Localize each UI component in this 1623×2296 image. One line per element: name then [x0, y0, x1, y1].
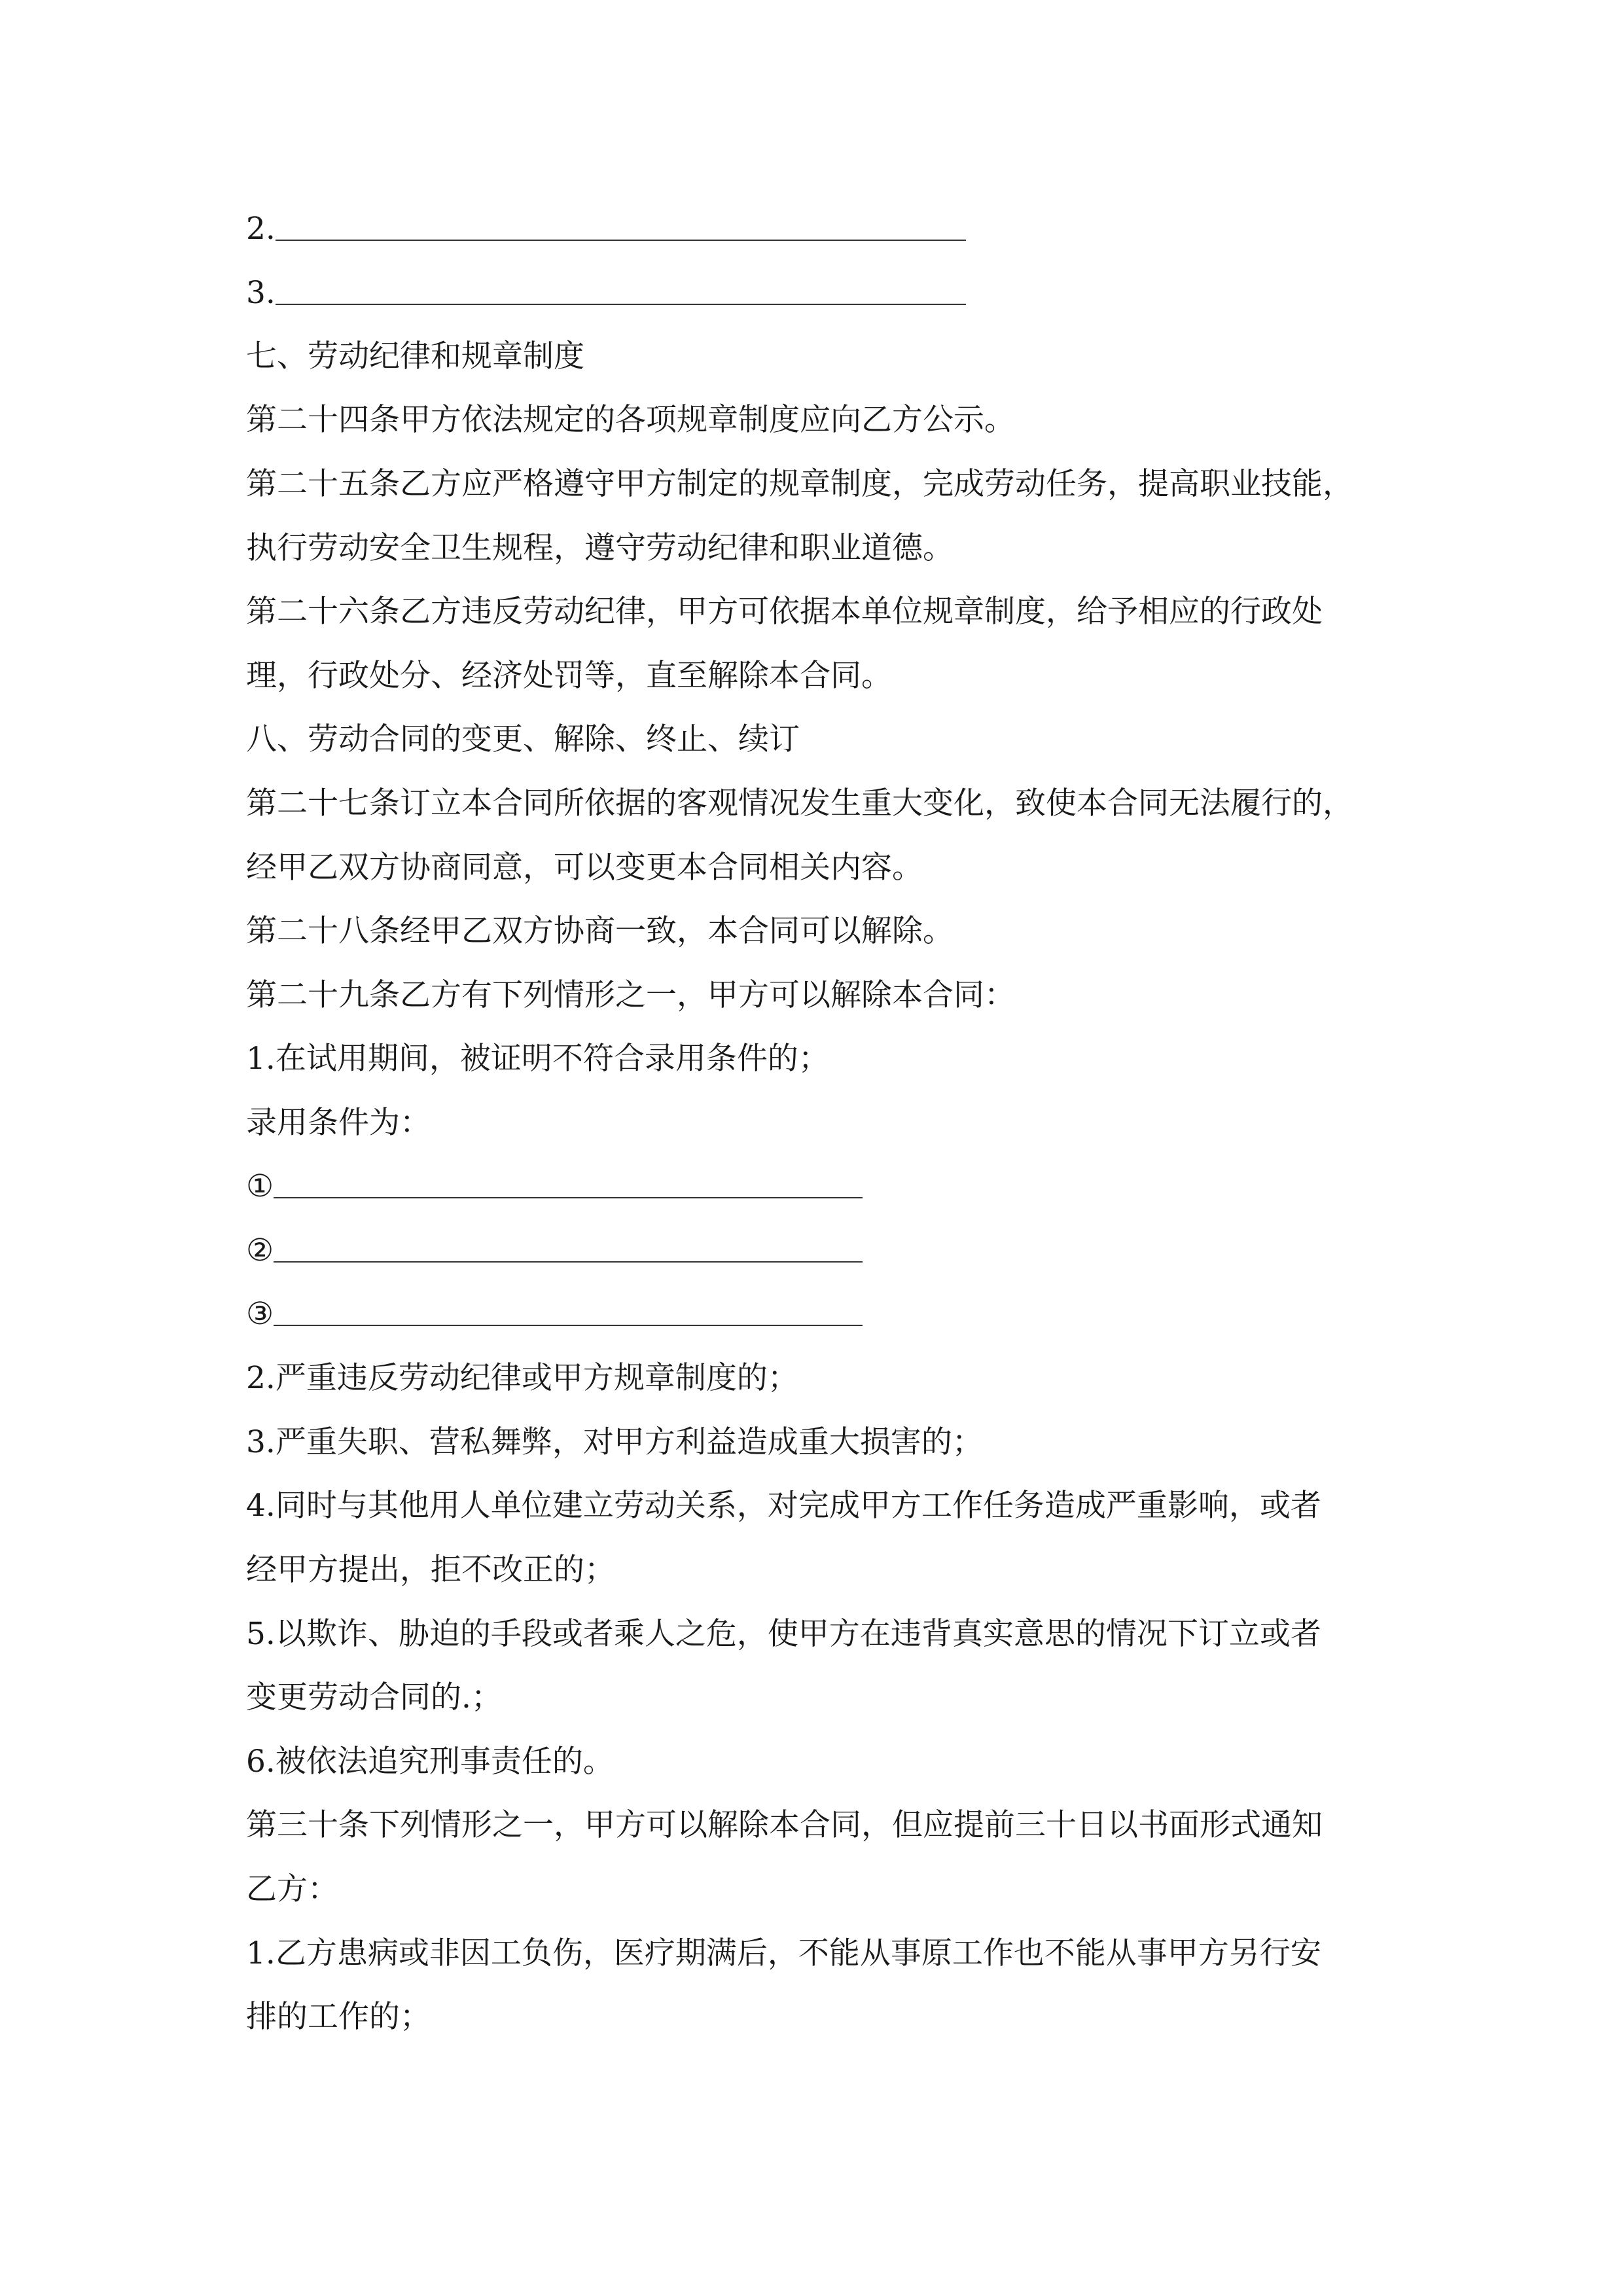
- text-line-art29-5-a: 5.以欺诈、胁迫的手段或者乘人之危，使甲方在违背真实意思的情况下订立或者: [246, 1616, 1321, 1652]
- text-line-section-7-heading: 七、劳动纪律和规章制度: [246, 338, 584, 374]
- text-line-art28: 第二十八条经甲乙双方协商一致，本合同可以解除。: [246, 913, 954, 949]
- blank-item-3: [246, 274, 966, 313]
- text-line-art27-a: 第二十七条订立本合同所依据的客观情况发生重大变化，致使本合同无法履行的，: [246, 785, 1353, 821]
- fill-in-line[interactable]: [276, 213, 966, 241]
- text-line-art30-1-b: 排的工作的；: [246, 1999, 431, 2035]
- condition-item-label: ①: [246, 1168, 274, 1204]
- fill-in-line[interactable]: [274, 1299, 863, 1326]
- text-line-art29: 第二十九条乙方有下列情形之一，甲方可以解除本合同：: [246, 977, 1015, 1013]
- blank-item-label: 3.: [246, 275, 276, 311]
- text-line-art29-2: 2.严重违反劳动纪律或甲方规章制度的；: [246, 1360, 798, 1396]
- text-line-art30-1-a: 1.乙方患病或非因工负伤，医疗期满后，不能从事原工作也不能从事甲方另行安: [246, 1935, 1321, 1971]
- condition-item-2: [246, 1231, 863, 1270]
- blank-item-label: 2.: [246, 211, 276, 247]
- text-line-art25-a: 第二十五条乙方应严格遵守甲方制定的规章制度，完成劳动任务，提高职业技能，: [246, 466, 1353, 502]
- text-line-art30-a: 第三十条下列情形之一，甲方可以解除本合同，但应提前三十日以书面形式通知: [246, 1807, 1323, 1843]
- text-line-art29-5-b: 变更劳动合同的.；: [246, 1679, 502, 1715]
- text-line-art29-1: 1.在试用期间，被证明不符合录用条件的；: [246, 1041, 829, 1077]
- text-line-art29-3: 3.严重失职、营私舞弊，对甲方利益造成重大损害的；: [246, 1424, 983, 1460]
- condition-item-label: ③: [246, 1296, 274, 1332]
- text-line-art29-4-a: 4.同时与其他用人单位建立劳动关系，对完成甲方工作任务造成严重影响，或者: [246, 1488, 1321, 1524]
- condition-item-1: [246, 1167, 863, 1206]
- text-line-art29-6: 6.被依法追究刑事责任的。: [246, 1744, 614, 1780]
- text-line-art25-b: 执行劳动安全卫生规程，遵守劳动纪律和职业道德。: [246, 530, 954, 566]
- text-line-art26-b: 理，行政处分、经济处罚等，直至解除本合同。: [246, 658, 892, 694]
- text-line-art27-b: 经甲乙双方协商同意，可以变更本合同相关内容。: [246, 850, 923, 886]
- fill-in-line[interactable]: [276, 278, 966, 305]
- text-line-art26-a: 第二十六条乙方违反劳动纪律，甲方可依据本单位规章制度，给予相应的行政处: [246, 594, 1323, 630]
- text-line-hire-conditions: 录用条件为：: [246, 1105, 431, 1141]
- fill-in-line[interactable]: [274, 1235, 863, 1263]
- blank-item-2: [246, 209, 966, 249]
- text-line-art24: 第二十四条甲方依法规定的各项规章制度应向乙方公示。: [246, 402, 1015, 438]
- condition-item-3: [246, 1295, 863, 1334]
- text-line-art29-4-b: 经甲方提出，拒不改正的；: [246, 1552, 615, 1588]
- text-line-art30-b: 乙方：: [246, 1871, 338, 1907]
- text-line-section-8-heading: 八、劳动合同的变更、解除、终止、续订: [246, 721, 800, 757]
- fill-in-line[interactable]: [274, 1171, 863, 1198]
- condition-item-label: ②: [246, 1232, 274, 1268]
